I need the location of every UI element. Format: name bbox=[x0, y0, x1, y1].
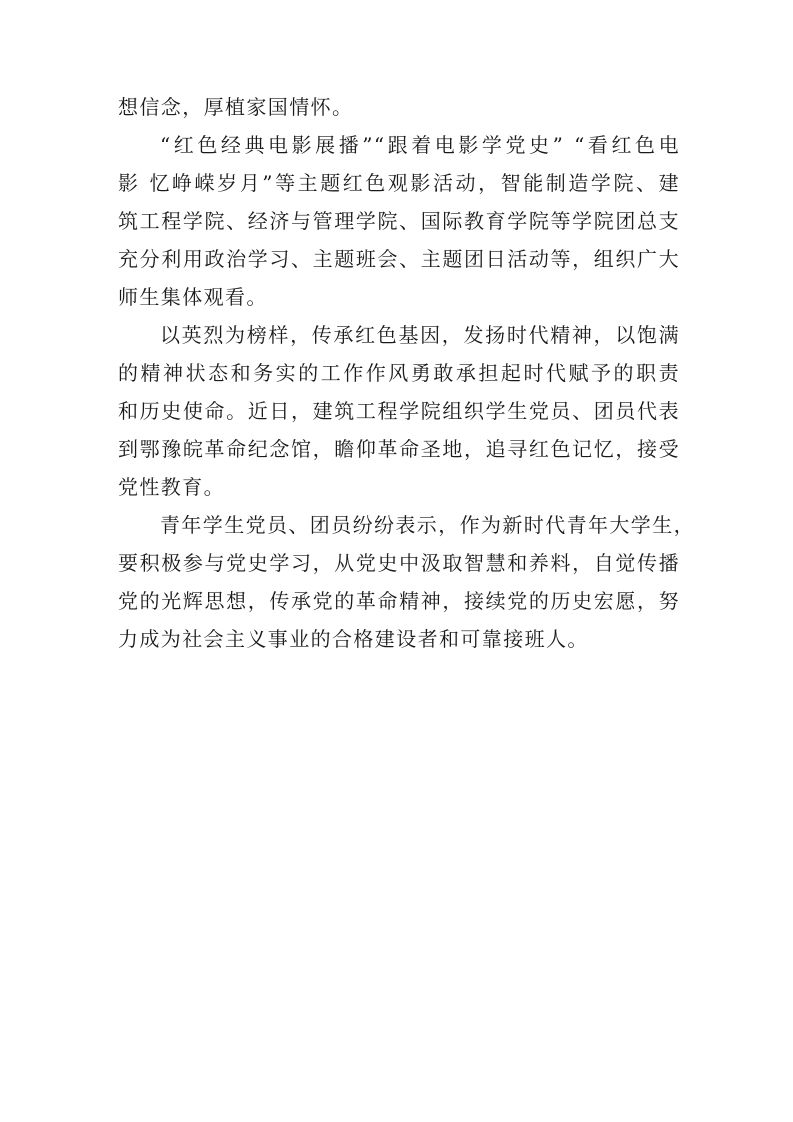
text-line: 党的光辉思想，传承党的革命精神，接续党的历史宏愿，努 bbox=[118, 589, 680, 613]
text-line: 党性教育。 bbox=[118, 475, 225, 499]
paragraph-4 bbox=[118, 506, 695, 658]
paragraph-2 bbox=[118, 126, 680, 316]
document-body bbox=[118, 88, 695, 658]
text-line: 的精神状态和务实的工作作风勇敢承担起时代赋予的职责 bbox=[118, 361, 680, 385]
text-line: 师生集体观看。 bbox=[118, 285, 268, 309]
text-line: 充分利用政治学习、主题班会、主题团日活动等，组织广大 bbox=[118, 247, 680, 271]
text-line: 到鄂豫皖革命纪念馆，瞻仰革命圣地，追寻红色记忆，接受 bbox=[118, 437, 680, 461]
text-line: 影 忆峥嵘岁月”等主题红色观影活动，智能制造学院、建 bbox=[118, 171, 680, 195]
text-line: 力成为社会主义事业的合格建设者和可靠接班人。 bbox=[118, 627, 589, 651]
text-line: 青年学生党员、团员纷纷表示，作为新时代青年大学生， bbox=[160, 513, 695, 537]
text-line: 筑工程学院、经济与管理学院、国际教育学院等学院团总支 bbox=[118, 209, 680, 233]
paragraph-1 bbox=[118, 88, 680, 126]
text-line: “红色经典电影展播”“跟着电影学党史” “看红色电 bbox=[160, 133, 680, 157]
text-line: 想信念，厚植家国情怀。 bbox=[118, 95, 354, 119]
text-line: 要积极参与党史学习，从党史中汲取智慧和养料，自觉传播 bbox=[118, 551, 680, 575]
text-line: 和历史使命。近日，建筑工程学院组织学生党员、团员代表 bbox=[118, 399, 680, 423]
paragraph-3 bbox=[118, 316, 680, 506]
text-line: 以英烈为榜样，传承红色基因，发扬时代精神，以饱满 bbox=[160, 323, 680, 347]
